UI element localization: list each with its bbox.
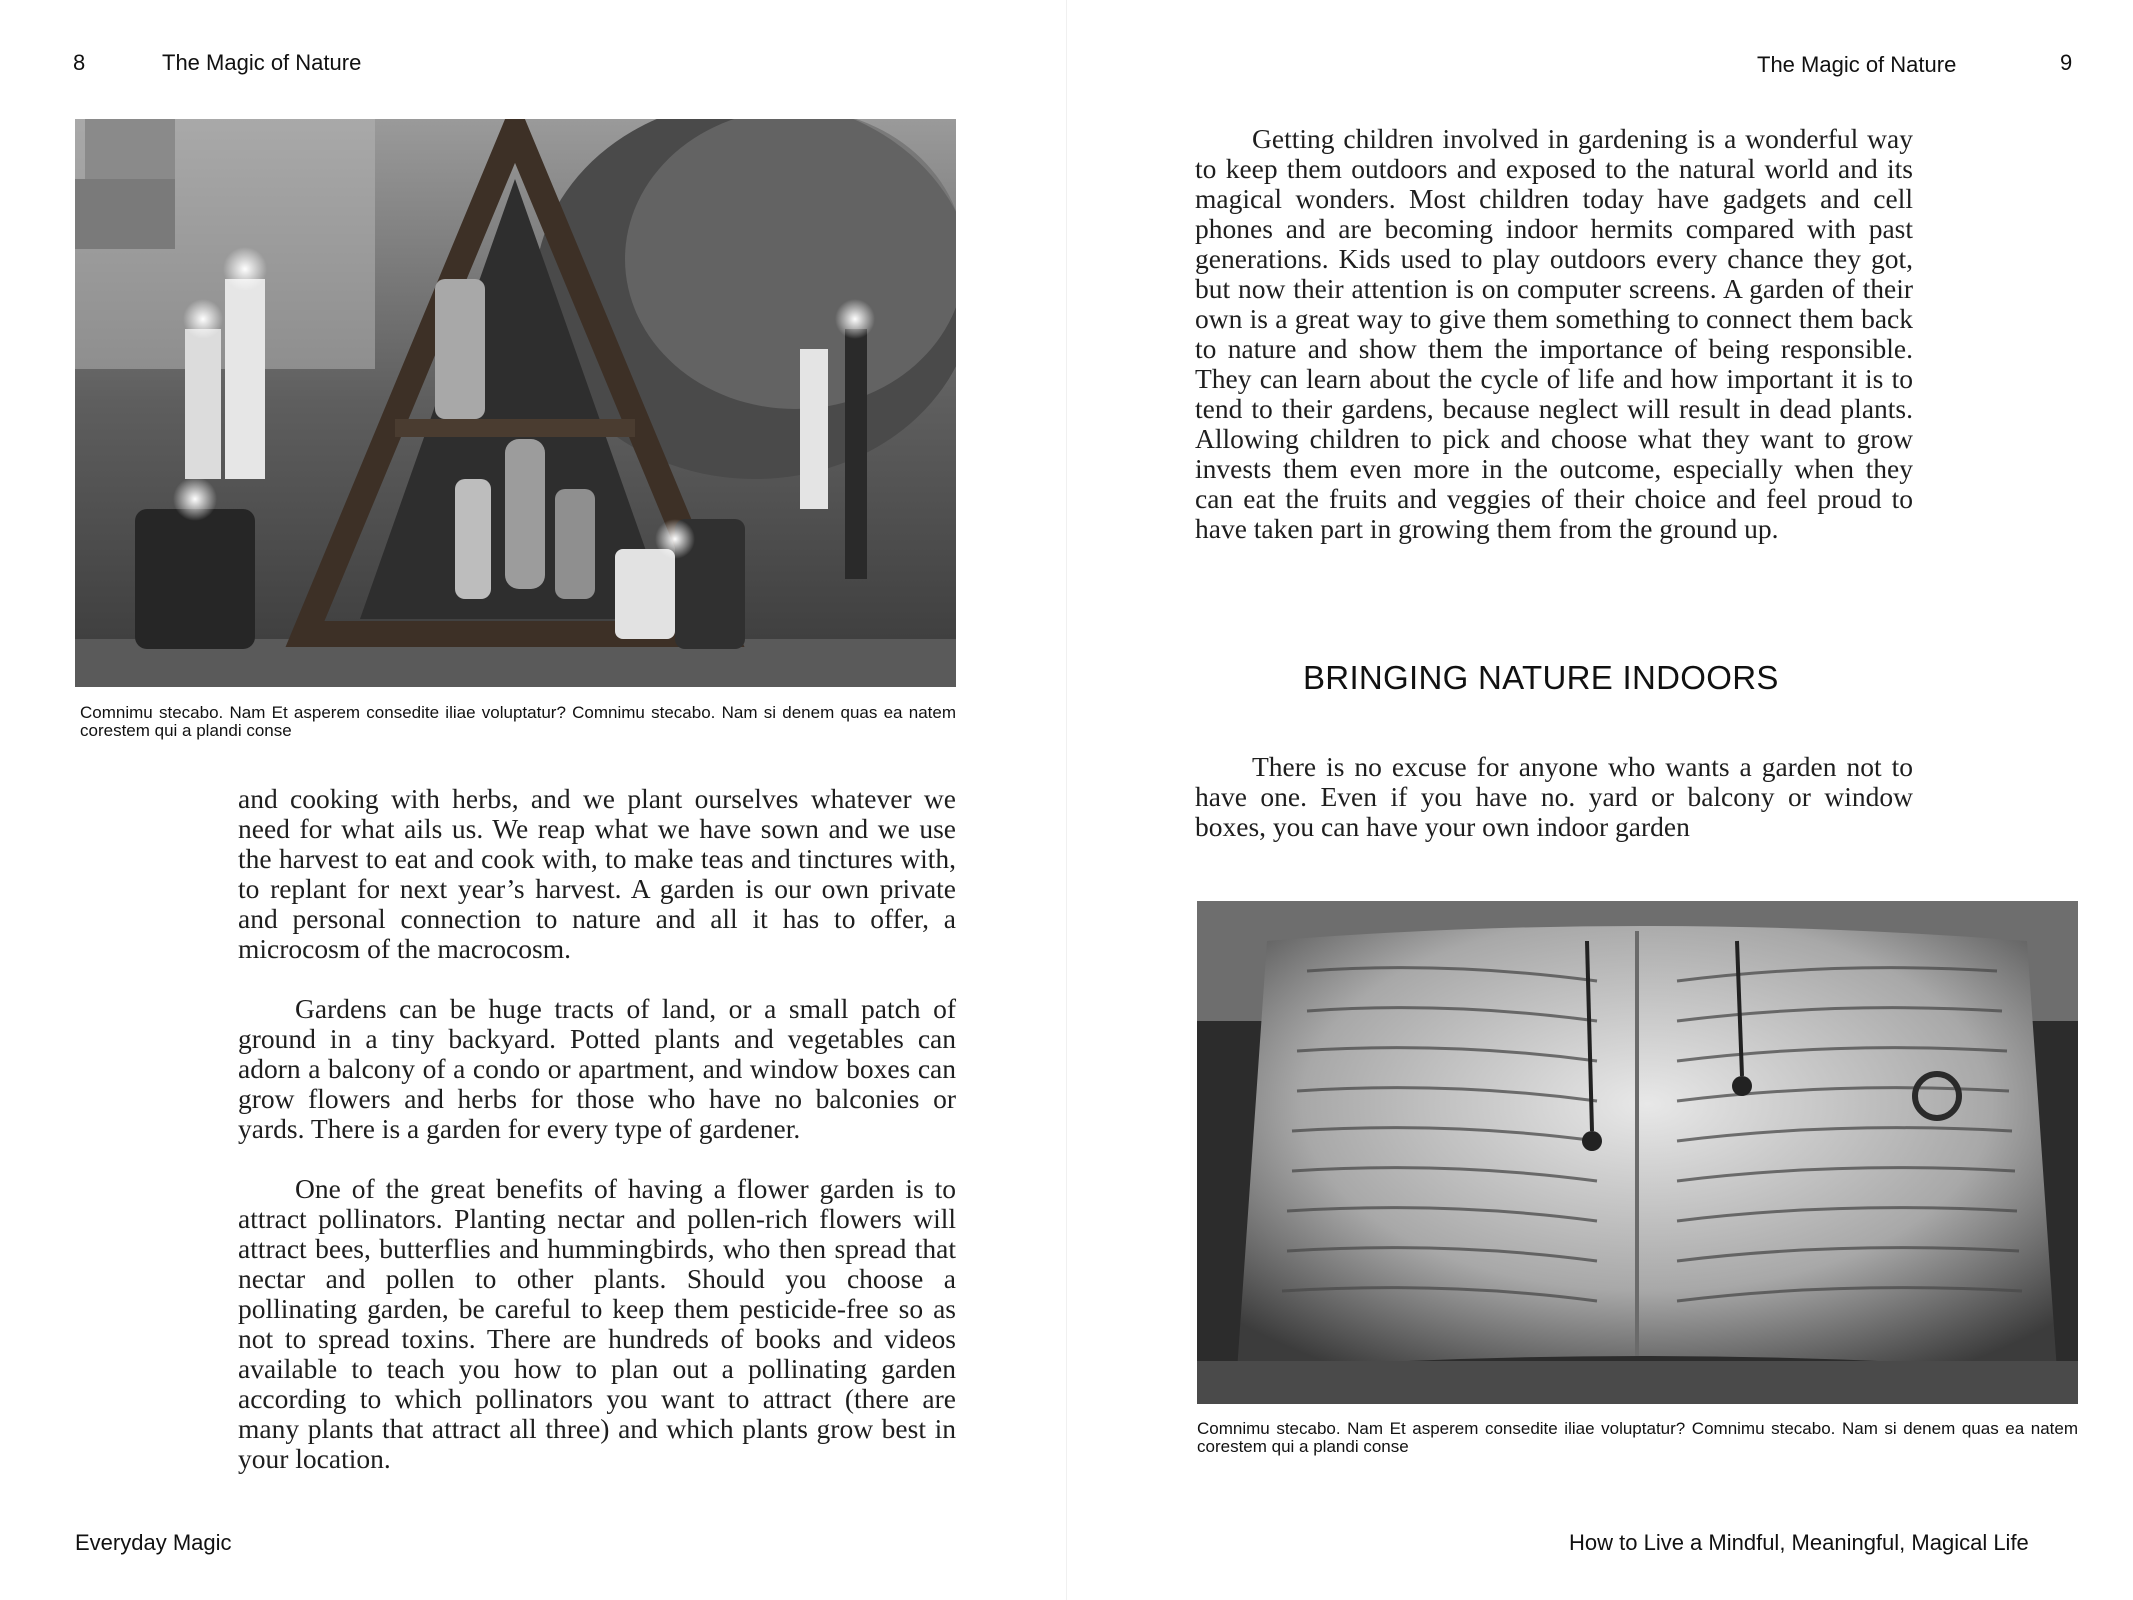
section-heading: BRINGING NATURE INDOORS [1303,659,1779,696]
paragraph: There is no excuse for anyone who wants a garden not to have one. Even if you have no. yard or balcony or window boxes, you can have your own indoor garden [1195,751,1913,842]
paragraph: Getting children involved in gardening is a wonderful way to keep them outdoors and exposed to the natural world and its magical wonders. Most children today have gadgets and cell phones and are becoming indoor hermits compared with past generations. Kids used to play outdoors every chance they got, but now their attention is on computer screens. A garden of their own is a great way to give them something to connect them back to nature and show them the importance of being responsible. They can learn about the cycle of life and how important it is to tend to their gardens, because neglect will result in dead plants. Allowing children to pick and choose what they want to grow invests them even more in the outcome, especially when they can eat the fruits and veggies of their choice and feel proud to have taken part in growing them from the ground up. [1195,123,1913,544]
body-text-right-top [1195,124,1913,544]
photo-caption: Comnimu stecabo. Nam Et asperem consedite iliae voluptatur? Comnimu stecabo. Nam si denem quas ea natem corestem qui a plandi conse [1197,1419,2078,1456]
page-number: 9 [2060,50,2073,75]
body-text-right-section [1195,752,1913,842]
paragraph: One of the great benefits of having a flower garden is to attract pollinators. Planting nectar and pollen-rich flowers will attract bees, butterflies and hummingbirds, who then spread that nectar and pollen to other plants. Should you choose a pollinating garden, be careful to keep them pesticide-free so as not to spread toxins. There are hundreds of books and videos available to teach you how to plan out a pollinating garden according to which pollinators you want to attract (there are many plants that attract all three) and which plants grow best in your location. [238,1173,956,1474]
spellbook-photo [1197,901,2078,1404]
running-header: The Magic of Nature [1757,52,1957,77]
book-subtitle-footer: How to Live a Mindful, Meaningful, Magical Life [1569,1530,2029,1555]
running-header: The Magic of Nature [162,50,362,75]
paragraph: Gardens can be huge tracts of land, or a small patch of ground in a tiny backyard. Potted plants and vegetables can adorn a balcony of a condo or apartment, and window boxes can grow flowers and herbs for those who have no balconies or yards. There is a garden for every type of gardener. [238,993,956,1144]
book-title-footer: Everyday Magic [75,1530,232,1555]
right-page [1067,0,2133,1600]
paragraph: and cooking with herbs, and we plant ourselves whatever we need for what ails us. We reap what we have sown and we use the harvest to eat and cook with, to make teas and tinctures with, to replant for next year’s harvest. A garden is our own private and personal connection to nature and all it has to offer, a microcosm of the macrocosm. [238,783,956,964]
left-page [0,0,1066,1600]
photo-caption: Comnimu stecabo. Nam Et asperem consedite iliae voluptatur? Comnimu stecabo. Nam si denem quas ea natem corestem qui a plandi conse [80,703,956,740]
body-text-left [238,784,956,1474]
altar-photo [75,119,956,687]
page-number: 8 [73,50,86,75]
